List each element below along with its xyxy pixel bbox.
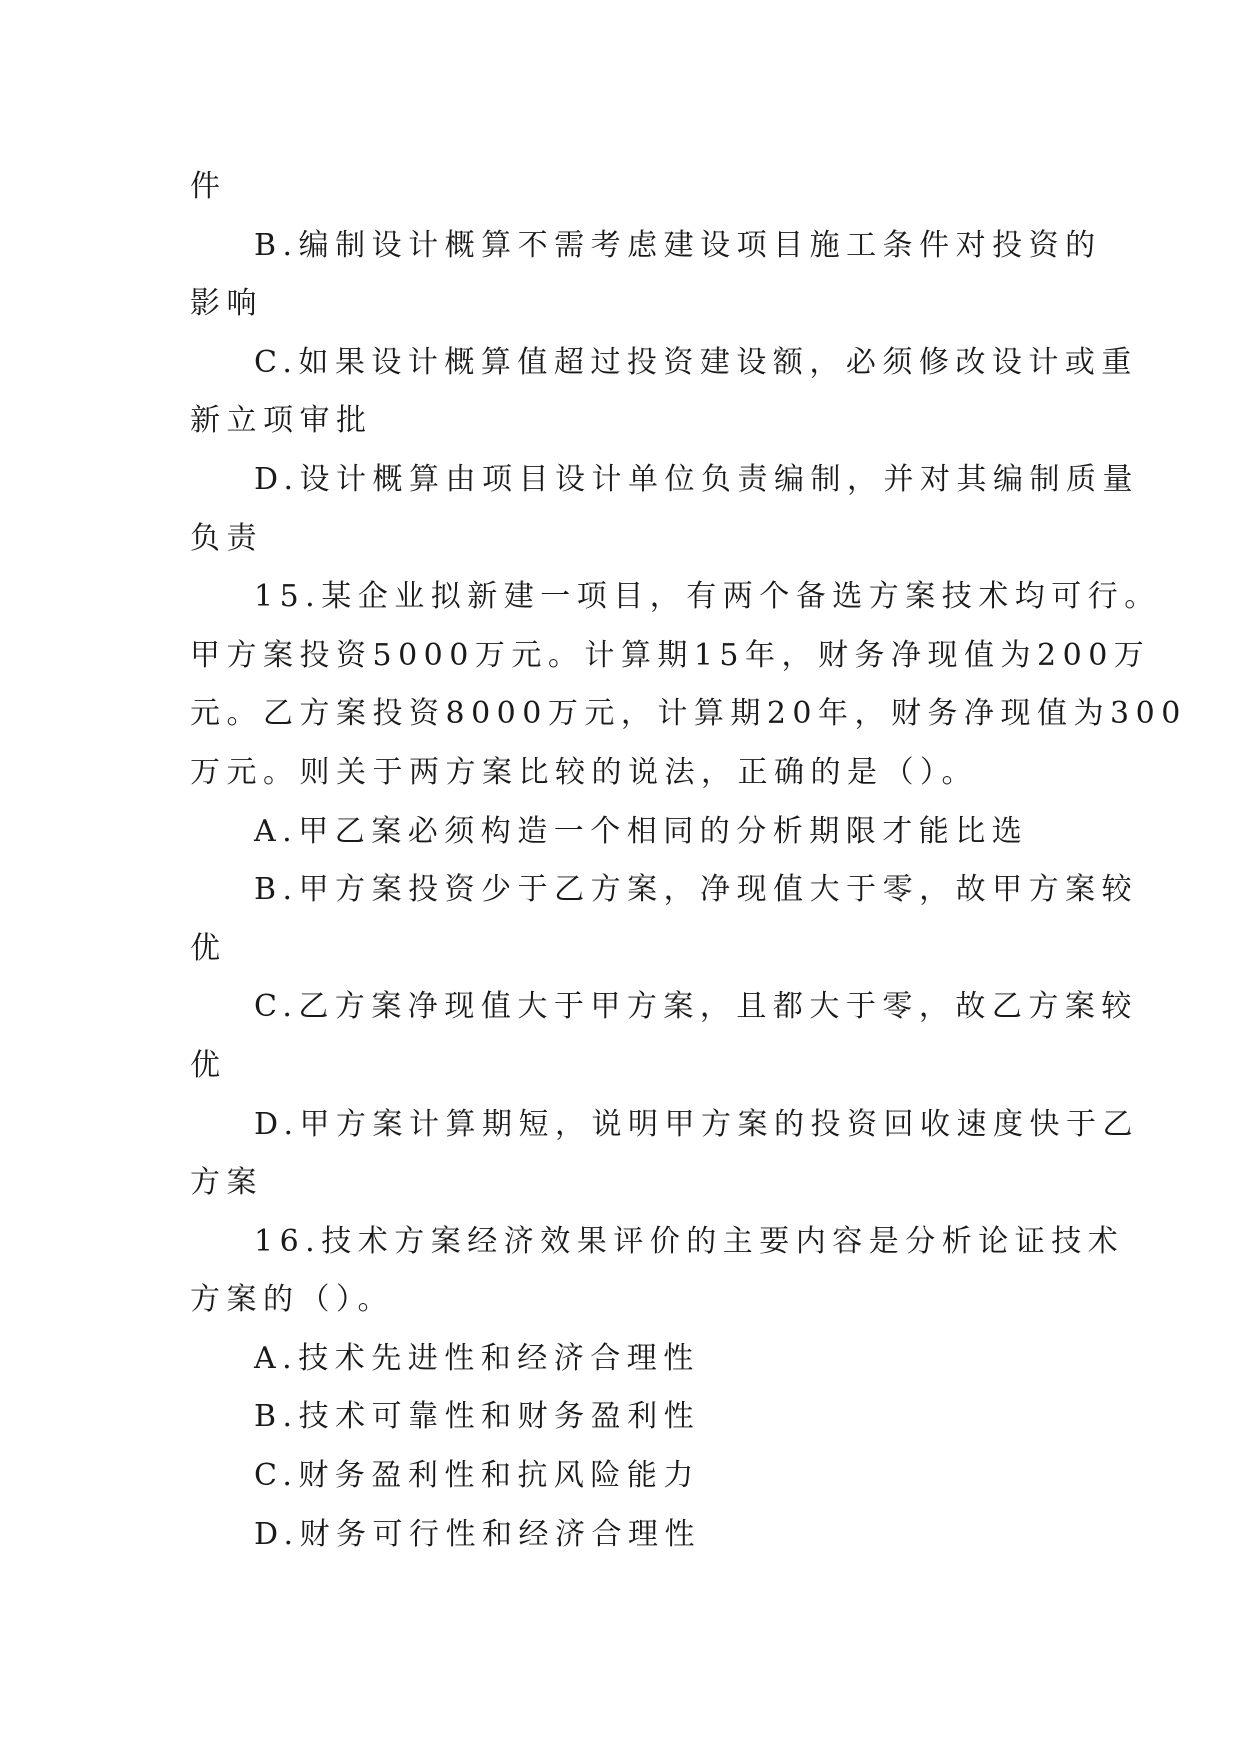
question-15-line: 15.某企业拟新建一项目，有两个备选方案技术均可行。 <box>254 579 1161 615</box>
text-line: 负责 <box>190 520 263 556</box>
option-c-line: C.如果设计概算值超过投资建设额，必须修改设计或重 <box>254 344 1138 380</box>
option-a-line: A.甲乙案必须构造一个相同的分析期限才能比选 <box>254 813 1029 849</box>
option-c-line: C.财务盈利性和抗风险能力 <box>254 1458 700 1494</box>
option-d-line: D.甲方案计算期短，说明甲方案的投资回收速度快于乙 <box>254 1106 1140 1142</box>
option-c-line: C.乙方案净现值大于甲方案，且都大于零，故乙方案较 <box>254 989 1138 1025</box>
option-b-line: B.甲方案投资少于乙方案，净现值大于零，故甲方案较 <box>254 872 1139 908</box>
question-15-line: 甲方案投资5000万元。计算期15年，财务净现值为200万 <box>190 637 1151 673</box>
text-line: 方案 <box>190 1165 263 1201</box>
text-line: 件 <box>190 169 227 204</box>
question-16-line: 16.技术方案经济效果评价的主要内容是分析论证技术 <box>254 1223 1125 1259</box>
text-line: 优 <box>190 930 227 966</box>
option-d-line: D.设计概算由项目设计单位负责编制，并对其编制质量 <box>254 461 1140 497</box>
option-b-line: B.编制设计概算不需考虑建设项目施工条件对投资的 <box>254 227 1102 263</box>
text-line: 新立项审批 <box>190 403 373 439</box>
text-line: 优 <box>190 1047 227 1083</box>
question-15-line: 元。乙方案投资8000万元，计算期20年，财务净现值为300 <box>190 696 1187 732</box>
document-page <box>190 158 1187 1564</box>
option-a-line: A.技术先进性和经济合理性 <box>254 1340 700 1376</box>
option-b-line: B.技术可靠性和财务盈利性 <box>254 1399 701 1435</box>
question-15-line: 万元。则关于两方案比较的说法，正确的是（）。 <box>190 754 978 790</box>
text-line: 影响 <box>190 286 263 322</box>
question-16-line: 方案的（）。 <box>190 1282 394 1318</box>
option-d-line: D.财务可行性和经济合理性 <box>254 1516 702 1552</box>
